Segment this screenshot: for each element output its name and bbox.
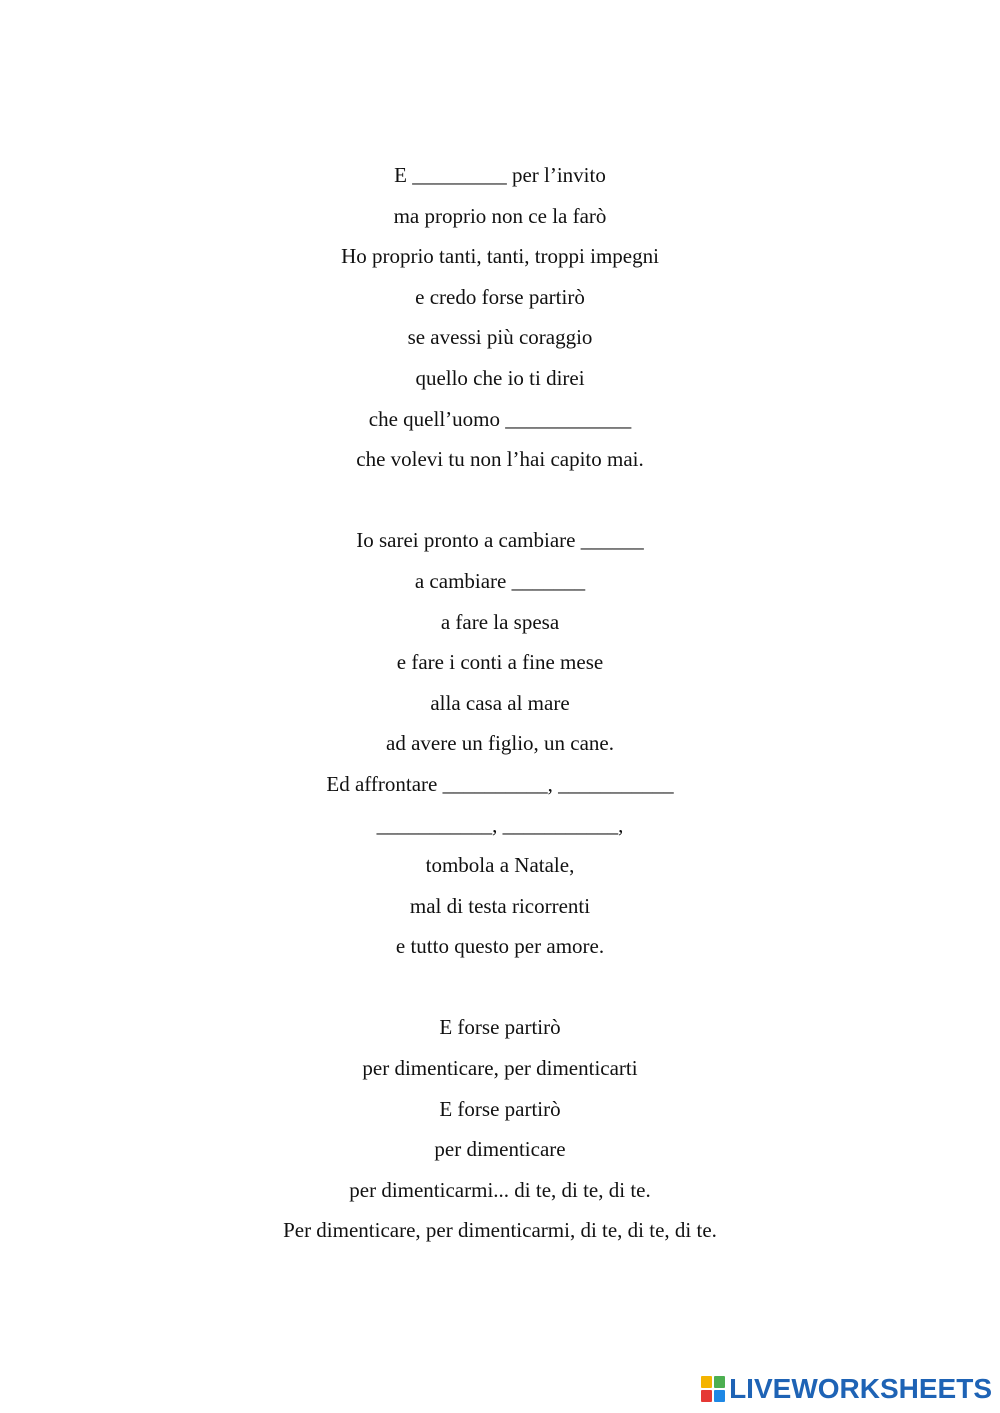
song-lyrics [0,155,1000,1251]
lyric-line: che volevi tu non l’hai capito mai. [356,447,644,472]
lyric-line: per dimenticare [434,1137,566,1162]
lyric-line: alla casa al mare [430,690,570,715]
lyric-line: a fare la spesa [440,609,560,634]
lyric-line: e tutto questo per amore. [395,934,605,959]
lyric-line: per dimenticarmi... di te, di te, di te. [349,1177,651,1202]
stanza-gap [0,967,1000,1008]
stanza-2 [0,520,1000,967]
lyric-line: mal di testa ricorrenti [409,893,591,918]
lyric-line: E forse partirò [439,1096,561,1121]
brand-name: LIVEWORKSHEETS [729,1373,992,1404]
liveworksheets-logo[interactable] [701,1369,992,1409]
lyric-line: Per dimenticare, per dimenticarmi, di te, di te, di te. [283,1218,717,1243]
stanza-3 [0,1007,1000,1251]
lyric-line: che quell’uomo ____________ [368,406,632,431]
lyric-line: a cambiare _______ [414,568,586,593]
lyric-line: E forse partirò [439,1015,561,1040]
lyric-line: Ho proprio tanti, tanti, troppi impegni [341,244,659,269]
lyric-line: ___________, ___________, [376,812,624,837]
lyric-line: e credo forse partirò [415,284,585,309]
lyric-line: per dimenticare, per dimenticarti [362,1056,638,1081]
stanza-gap [0,480,1000,521]
lyric-line: E _________ per l’invito [394,163,606,187]
logo-square-blue [714,1390,725,1402]
lyric-line: tombola a Natale, [425,853,575,878]
lyric-line: ma proprio non ce la farò [393,203,607,228]
lyric-line: se avessi più coraggio [407,325,593,350]
lyric-line: quello che io ti direi [415,365,585,390]
lyric-line: ad avere un figlio, un cane. [386,731,614,756]
logo-square-red [701,1390,712,1402]
logo-square-yellow [701,1376,712,1388]
logo-square-green [714,1376,725,1388]
lyric-line: Io sarei pronto a cambiare ______ [356,528,644,553]
lyric-line: Ed affrontare __________, ___________ [326,771,674,796]
stanza-1 [0,155,1000,480]
liveworksheets-logo-icon [701,1376,725,1402]
lyric-line: e fare i conti a fine mese [396,650,604,675]
